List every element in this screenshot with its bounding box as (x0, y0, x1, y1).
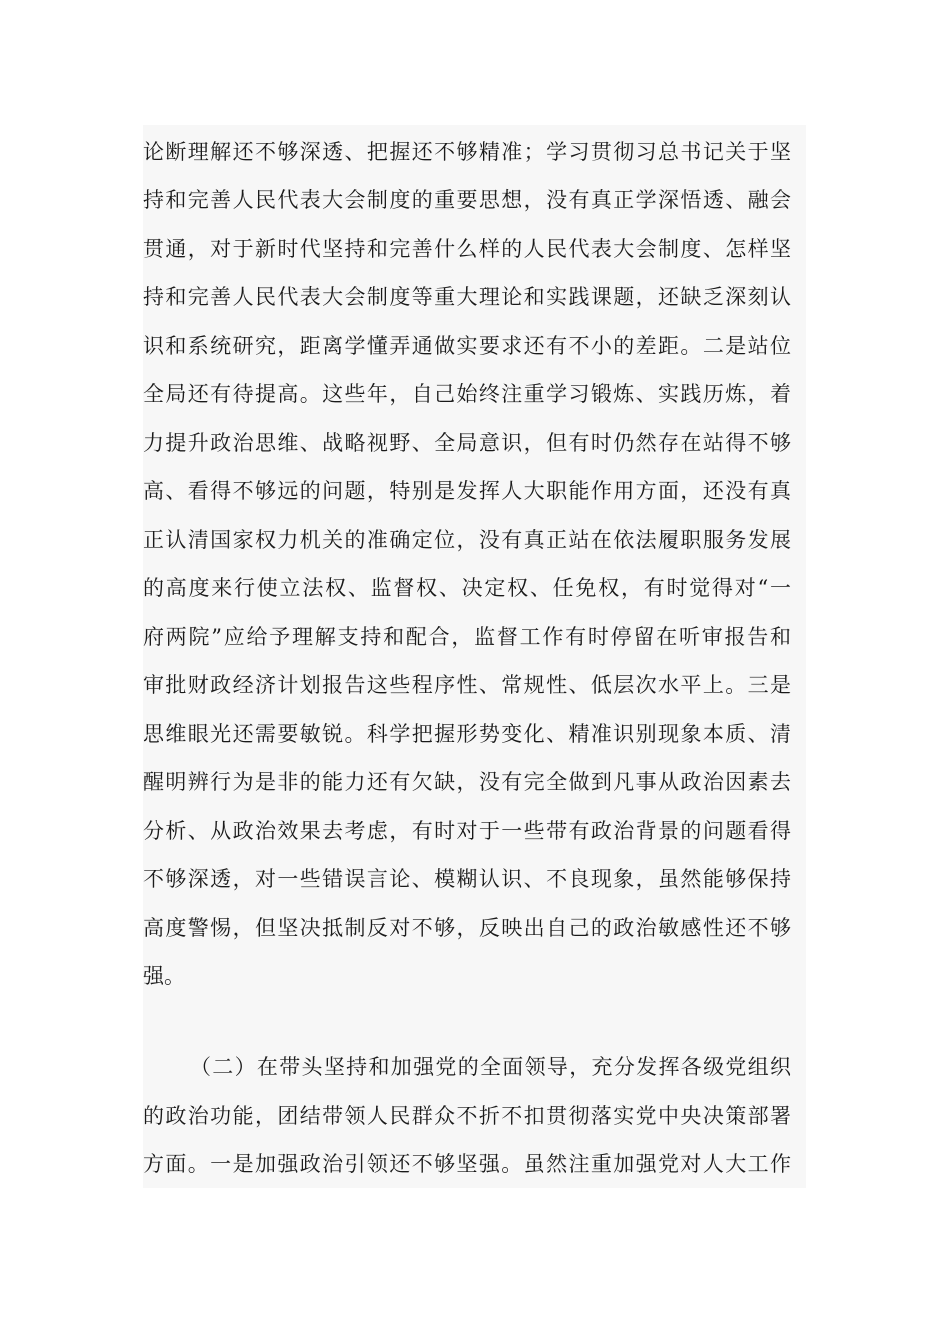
paragraph-line: 思维眼光还需要敏锐。科学把握形势变化、精准识别现象本质、清 (143, 722, 791, 746)
paragraph-line: 方面。一是加强政治引领还不够坚强。虽然注重加强党对人大工作 (143, 1152, 791, 1176)
paragraph-line: 识和系统研究，距离学懂弄通做实要求还有不小的差距。二是站位 (143, 334, 791, 358)
paragraph-line: 分析、从政治效果去考虑，有时对于一些带有政治背景的问题看得 (143, 819, 791, 843)
paragraph-line: 贯通，对于新时代坚持和完善什么样的人民代表大会制度、怎样坚 (143, 237, 791, 261)
paragraph-line: 不够深透，对一些错误言论、模糊认识、不良现象，虽然能够保持 (143, 867, 791, 891)
paragraph-line: （二）在带头坚持和加强党的全面领导，充分发挥各级党组织 (190, 1055, 791, 1079)
paragraph-line: 力提升政治思维、战略视野、全局意识，但有时仍然存在站得不够 (143, 431, 791, 455)
paragraph-line: 论断理解还不够深透、把握还不够精准；学习贯彻习总书记关于坚 (143, 140, 791, 164)
paragraph-line: 高、看得不够远的问题，特别是发挥人大职能作用方面，还没有真 (143, 479, 791, 503)
paragraph-line: 强。 (143, 964, 185, 988)
paragraph-line: 高度警惕，但坚决抵制反对不够，反映出自己的政治敏感性还不够 (143, 916, 791, 940)
paragraph-line: 持和完善人民代表大会制度的重要思想，没有真正学深悟透、融会 (143, 188, 791, 212)
paragraph-line: 审批财政经济计划报告这些程序性、常规性、低层次水平上。三是 (143, 673, 791, 697)
paragraph-line: 正认清国家权力机关的准确定位，没有真正站在依法履职服务发展 (143, 528, 791, 552)
paragraph-line: 的政治功能，团结带领人民群众不折不扣贯彻落实党中央决策部署 (143, 1104, 791, 1128)
paragraph-line: 醒明辨行为是非的能力还有欠缺，没有完全做到凡事从政治因素去 (143, 770, 791, 794)
paragraph-line: 全局还有待提高。这些年，自己始终注重学习锻炼、实践历炼，着 (143, 382, 791, 406)
paragraph-line: 持和完善人民代表大会制度等重大理论和实践课题，还缺乏深刻认 (143, 285, 791, 309)
paragraph-line: 府两院”应给予理解支持和配合，监督工作有时停留在听审报告和 (143, 625, 791, 649)
paragraph-line: 的高度来行使立法权、监督权、决定权、任免权，有时觉得对“一 (143, 576, 791, 600)
